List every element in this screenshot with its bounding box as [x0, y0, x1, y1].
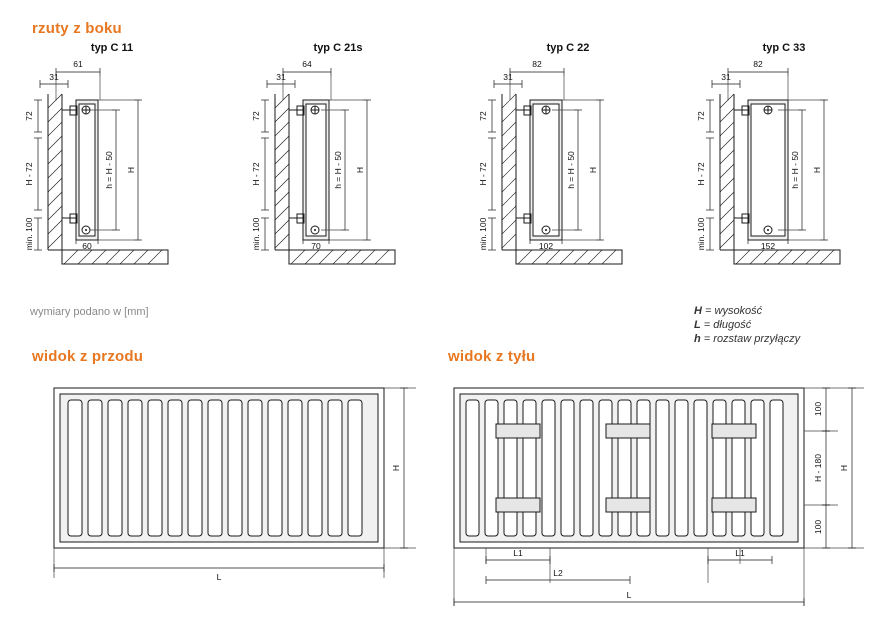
legend-row-h-lower	[694, 333, 874, 345]
type-title-c21s: typ C 21s	[313, 42, 363, 54]
dim-top-width-c11	[56, 59, 100, 76]
dim-h-72: H - 72	[696, 162, 706, 186]
front-dim-H-label: H	[391, 464, 401, 472]
dim-72: 72	[696, 111, 706, 121]
rear-dim-L: L	[626, 590, 632, 600]
rear-dim-bottom	[454, 548, 804, 606]
dim-top-offset-c21s	[267, 72, 295, 88]
dim-top-offset-c33	[712, 72, 740, 88]
dim-h72-c22	[478, 138, 496, 210]
dim-70: 70	[311, 241, 321, 251]
dim-72: 72	[251, 111, 261, 121]
front-dim-L-label: L	[216, 572, 222, 582]
dim-top-width-c22	[510, 59, 564, 76]
dim-top-offset-c11	[40, 72, 68, 88]
dim-h72-c33	[696, 138, 714, 210]
dim-64: 64	[302, 59, 312, 69]
dim-min-100: min. 100	[696, 217, 706, 251]
legend-text-L: = długość	[703, 319, 752, 331]
dim-top-width-c21s	[283, 59, 331, 76]
rear-view-drawing	[440, 378, 875, 613]
dim-min100-c33	[696, 217, 714, 250]
dim-72-c22	[478, 100, 496, 132]
type-title-c22: typ C 22	[546, 42, 590, 54]
front-view-title: widok z przodu	[32, 348, 144, 365]
dim-top-width-c33	[728, 59, 788, 76]
dim-min-100: min. 100	[24, 217, 34, 251]
dim-h-eq: h = H - 50	[333, 151, 343, 189]
dim-min-100: min. 100	[251, 217, 261, 251]
dim-31: 31	[721, 72, 731, 82]
dim-h-72: H - 72	[24, 162, 34, 186]
front-dim-H	[384, 388, 416, 548]
rear-dim-stack	[804, 388, 864, 548]
rear-dim-100-bottom: 100	[813, 519, 823, 535]
dim-H: H	[126, 166, 136, 174]
legend-symbol-L: L	[694, 319, 701, 331]
dim-top-offset-c22	[494, 72, 522, 88]
dim-72: 72	[478, 111, 488, 121]
dim-min100-c22	[478, 217, 496, 250]
dim-31: 31	[49, 72, 59, 82]
dim-31: 31	[503, 72, 513, 82]
legend-symbol-H: H	[694, 305, 702, 317]
legend	[694, 305, 874, 347]
dim-61: 61	[73, 59, 83, 69]
type-title-c33: typ C 33	[762, 42, 806, 54]
dim-31: 31	[276, 72, 286, 82]
rear-dim-L1-left: L1	[513, 548, 523, 558]
dim-h72-c11	[24, 138, 42, 210]
dim-82: 82	[532, 59, 542, 69]
dim-h-72: H - 72	[478, 162, 488, 186]
dim-H: H	[812, 166, 822, 174]
dim-h72-c21s	[251, 138, 269, 210]
legend-row-h-upper	[694, 305, 874, 317]
dim-60: 60	[82, 241, 92, 251]
legend-row-l	[694, 319, 874, 331]
dim-82: 82	[753, 59, 763, 69]
rear-view-title: widok z tyłu	[448, 348, 536, 365]
dim-h-eq: h = H - 50	[566, 151, 576, 189]
legend-text-H: = wysokość	[705, 305, 763, 317]
dim-min100-c21s	[251, 217, 269, 250]
side-view-c11	[18, 58, 233, 293]
dim-102: 102	[538, 241, 554, 251]
dim-152: 152	[760, 241, 776, 251]
side-view-c21s	[245, 58, 460, 293]
rear-dim-H: H	[839, 464, 849, 472]
side-view-c22	[472, 58, 687, 293]
rear-dim-h180: H - 180	[813, 454, 823, 482]
side-views-title: rzuty z boku	[32, 20, 122, 37]
type-title-c11: typ C 11	[90, 42, 134, 54]
dim-H: H	[355, 166, 365, 174]
dim-H: H	[588, 166, 598, 174]
legend-symbol-h: h	[694, 333, 701, 345]
front-dim-L	[54, 548, 384, 582]
dim-72-c11	[24, 100, 42, 132]
rear-dim-100-top: 100	[813, 401, 823, 417]
dim-min100-c11	[24, 217, 42, 250]
front-view-drawing	[24, 378, 424, 593]
dim-72-c33	[696, 100, 714, 132]
dim-h-eq: h = H - 50	[104, 151, 114, 189]
dim-min-100: min. 100	[478, 217, 488, 251]
dim-h-72: H - 72	[251, 162, 261, 186]
dim-72-c21s	[251, 100, 269, 132]
rear-dim-L2: L2	[553, 568, 563, 578]
dim-h-eq: h = H - 50	[790, 151, 800, 189]
units-note: wymiary podano w [mm]	[30, 306, 149, 318]
legend-text-h: = rozstaw przyłączy	[703, 333, 801, 345]
rear-dim-L1-right: L1	[735, 548, 745, 558]
side-view-c33	[690, 58, 883, 293]
dim-72: 72	[24, 111, 34, 121]
